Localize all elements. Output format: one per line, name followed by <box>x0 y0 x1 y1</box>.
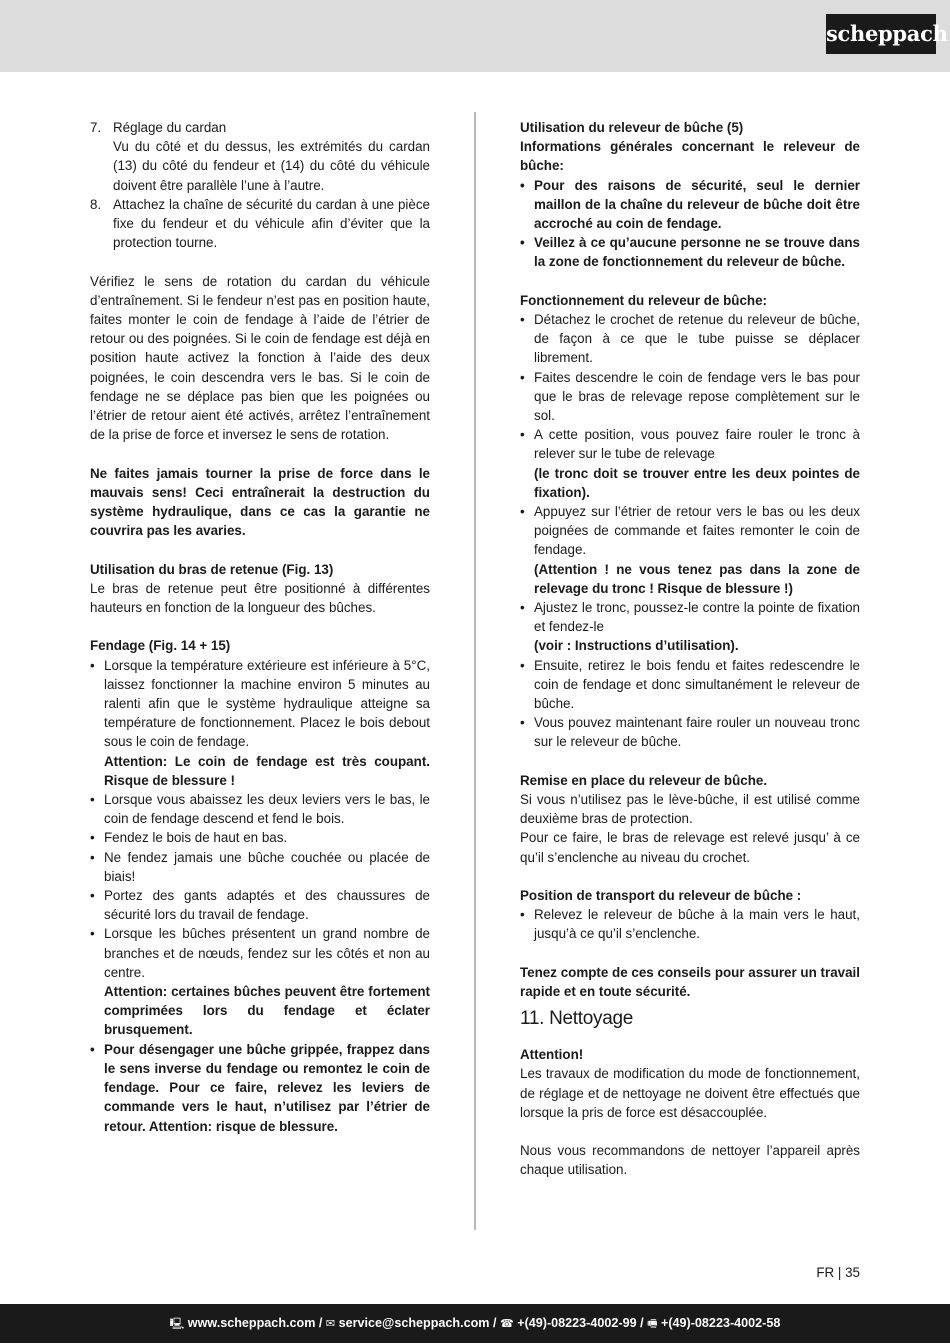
list-item: • Relevez le releveur de bûche à la main vers le haut, jusqu’à ce qu’il s’enclenche. <box>520 907 860 942</box>
note-text: (voir : Instructions d’utilisation). <box>534 638 739 654</box>
phone-icon: ☎ <box>500 1318 514 1330</box>
bullet-icon: • <box>520 504 525 520</box>
email-link[interactable]: service@scheppach.com / <box>338 1316 497 1330</box>
item-text: Vu du côté et du dessus, les extrémités du cardan (13) du côté du fendeur et (14) du côté du véhicule doivent être parallèle l’une à l’autre. <box>113 139 430 193</box>
fax-icon: 🖷 <box>647 1318 658 1330</box>
item-text: Attachez la chaîne de sécurité du cardan à une pièce fixe du fendeur et du véhicule afin d’éviter que la protection tourne. <box>113 196 430 251</box>
list-item: • Faites descendre le coin de fendage vers le bas pour que le bras de relevage repose complètement sur le sol. <box>520 369 860 424</box>
bullet-icon: • <box>90 926 95 942</box>
bullet-icon: • <box>520 600 525 616</box>
list-item: • Détachez le crochet de retenue du releveur de bûche, de façon à ce que le tube puisse se déplacer librement. <box>520 312 860 366</box>
computer-icon: 🖳 <box>169 1318 185 1330</box>
bullet-icon: • <box>520 907 525 923</box>
bullet-icon: • <box>520 235 525 251</box>
note-text: (le tronc doit se trouver entre les deux pointes de fixation). <box>534 465 860 500</box>
recommend-paragraph: Nous vous recommandons de nettoyer l’appareil après chaque utilisation. <box>520 1143 860 1178</box>
transport-list <box>520 905 860 943</box>
remise-heading: Remise en place du releveur de bûche. <box>520 772 768 788</box>
list-item: • Vous pouvez maintenant faire rouler un nouveau tronc sur le releveur de bûche. <box>520 715 860 750</box>
column-divider <box>474 112 476 1230</box>
fendage-list <box>90 656 430 1136</box>
item-title: Réglage du cardan <box>113 120 227 135</box>
page-number: FR | 35 <box>816 1265 860 1280</box>
list-item: • Veillez à ce qu’aucune personne ne se trouve dans la zone de fonctionnement du releveur de bûche. <box>520 235 860 270</box>
releveur-heading: Utilisation du releveur de bûche (5) <box>520 120 744 135</box>
bullet-icon: • <box>90 888 95 904</box>
retenue-paragraph: Le bras de retenue peut être positionné à différentes hauteurs en fonction de la longueur des bûches. <box>90 580 430 616</box>
website-link[interactable]: www.scheppach.com / <box>187 1316 323 1330</box>
item-number: 8. <box>90 196 102 212</box>
list-item: • Pour des raisons de sécurité, seul le dernier maillon de la chaîne du releveur de bûche doit être accroché au coin de fendage. <box>520 177 860 232</box>
phone-number: +(49)-08223-4002-99 / <box>517 1316 644 1330</box>
bullet-icon: • <box>520 312 525 328</box>
mail-icon: ✉ <box>325 1318 336 1330</box>
bullet-icon: • <box>90 830 95 846</box>
bullet-icon: • <box>520 177 525 193</box>
retenue-heading: Utilisation du bras de retenue (Fig. 13) <box>90 561 334 577</box>
bullet-icon: • <box>90 1041 95 1057</box>
list-item: • Ne fendez jamais une bûche couchée ou placée de biais! <box>90 849 430 884</box>
list-item: • Lorsque la température extérieure est inférieure à 5°C, laissez fonctionner la machine environ 5 minutes au ralenti afin que le système hydraulique atteigne sa température de fonctionnement. Placez le bois debout sous le coin de fendage. Attention: Le coin de fendage est très coupant. Risque de blessure ! <box>90 656 430 790</box>
fendage-heading: Fendage (Fig. 14 + 15) <box>90 638 231 654</box>
list-item: • Appuyez sur l’étrier de retour vers le bas ou les deux poignées de commande et faites remonter le coin de fendage. (Attention ! ne vous tenez pas dans la zone de relevage du tronc ! Risque de blessure !) <box>520 502 860 598</box>
list-item-7 <box>90 118 430 195</box>
list-item: • Lorsque les bûches présentent un grand nombre de branches et de nœuds, fendez sur les côtés et non au centre. Attention: certaines bûches peuvent être fortement comprimées lors du fendage et éclater brusquement. <box>90 924 430 1039</box>
footer-bar <box>0 1304 950 1343</box>
pto-warning: Ne faites jamais tourner la prise de force dans le mauvais sens! Ceci entraînerait la destruction du système hydraulique, dans ce cas la garantie ne couvrira pas les avaries. <box>90 465 430 539</box>
bullet-icon: • <box>90 849 95 865</box>
header-bar <box>0 0 950 72</box>
fax-number: +(49)-08223-4002-58 <box>660 1316 781 1330</box>
right-column <box>520 118 860 1180</box>
list-item: • Ensuite, retirez le bois fendu et faites redescendre le coin de fendage et donc simultanément le releveur de bûche. <box>520 657 860 712</box>
section-title-nettoyage: 11. Nettoyage <box>520 1008 633 1030</box>
list-item: • A cette position, vous pouvez faire rouler le tronc à relever sur le tube de relevage (le tronc doit se trouver entre les deux pointes de fixation). <box>520 425 860 502</box>
left-column <box>90 118 430 1136</box>
list-item: • Lorsque vous abaissez les deux leviers vers le bas, le coin de fendage descend et fend le bois. <box>90 792 430 827</box>
brand-logo: scheppach <box>826 14 936 54</box>
fonctionnement-heading: Fonctionnement du releveur de bûche: <box>520 292 768 308</box>
bullet-icon: • <box>520 715 525 731</box>
bullet-icon: • <box>520 427 525 443</box>
bullet-icon: • <box>90 657 95 673</box>
list-item: • Pour désengager une bûche grippée, frappez dans le sens inverse du fendage ou remontez le coin de fendage. Pour ce faire, relevez les leviers de commande vers le haut, n’utilisez par l’étrier de retour. Attention: risque de blessure. <box>90 1041 430 1134</box>
attention-paragraph: Les travaux de modification du mode de fonctionnement, de réglage et de nettoyage ne doivent être effectués que lorsque la pris de force est désaccouplée. <box>520 1066 860 1120</box>
warning-text: Attention: Le coin de fendage est très coupant. Risque de blessure ! <box>104 753 430 788</box>
info-list <box>520 176 860 272</box>
bullet-icon: • <box>90 792 95 808</box>
list-item: • Portez des gants adaptés et des chaussures de sécurité lors du travail de fendage. <box>90 888 430 923</box>
remise-paragraph-2: Pour ce faire, le bras de relevage est relevé jusqu’ à ce qu’il s’enclenche au niveau du crochet. <box>520 830 860 865</box>
info-heading: Informations générales concernant le releveur de bûche: <box>520 139 860 174</box>
item-number: 7. <box>90 120 102 135</box>
rotation-paragraph: Vérifiez le sens de rotation du cardan du véhicule d’entraînement. Si le fendeur n’est pas en position haute, faites monter le coin de fendage à l’aide de l’étrier de retour ou des poignées. Si le coin de fendage est déjà en position haute activez la fonction à l’aide des deux poignées, le coin descendra vers le bas. Si le coin de fendage ne se déplace pas bien que les poignées ou l’étrier de retour aient été activés, arrêtez l’entraînement de la prise de force et inversez le sens de rotation. <box>90 273 430 443</box>
bullet-icon: • <box>520 369 525 385</box>
transport-heading: Position de transport du releveur de bûche : <box>520 888 802 904</box>
warning-text: Attention: certaines bûches peuvent être fortement comprimées lors du fendage et éclater brusquement. <box>104 984 430 1038</box>
list-item: • Ajustez le tronc, poussez-le contre la pointe de fixation et fendez-le (voir : Instructions d’utilisation). <box>520 598 860 656</box>
warning-text: (Attention ! ne vous tenez pas dans la zone de relevage du tronc ! Risque de blessure !) <box>534 561 860 596</box>
conseils-note: Tenez compte de ces conseils pour assurer un travail rapide et en toute sécurité. <box>520 964 860 1000</box>
list-item-8 <box>90 195 430 253</box>
attention-label: Attention! <box>520 1047 584 1063</box>
remise-paragraph-1: Si vous n’utilisez pas le lève-bûche, il est utilisé comme deuxième bras de protection. <box>520 792 860 827</box>
bullet-icon: • <box>520 657 525 673</box>
list-item: • Fendez le bois de haut en bas. <box>90 828 430 847</box>
fonctionnement-list <box>520 310 860 752</box>
